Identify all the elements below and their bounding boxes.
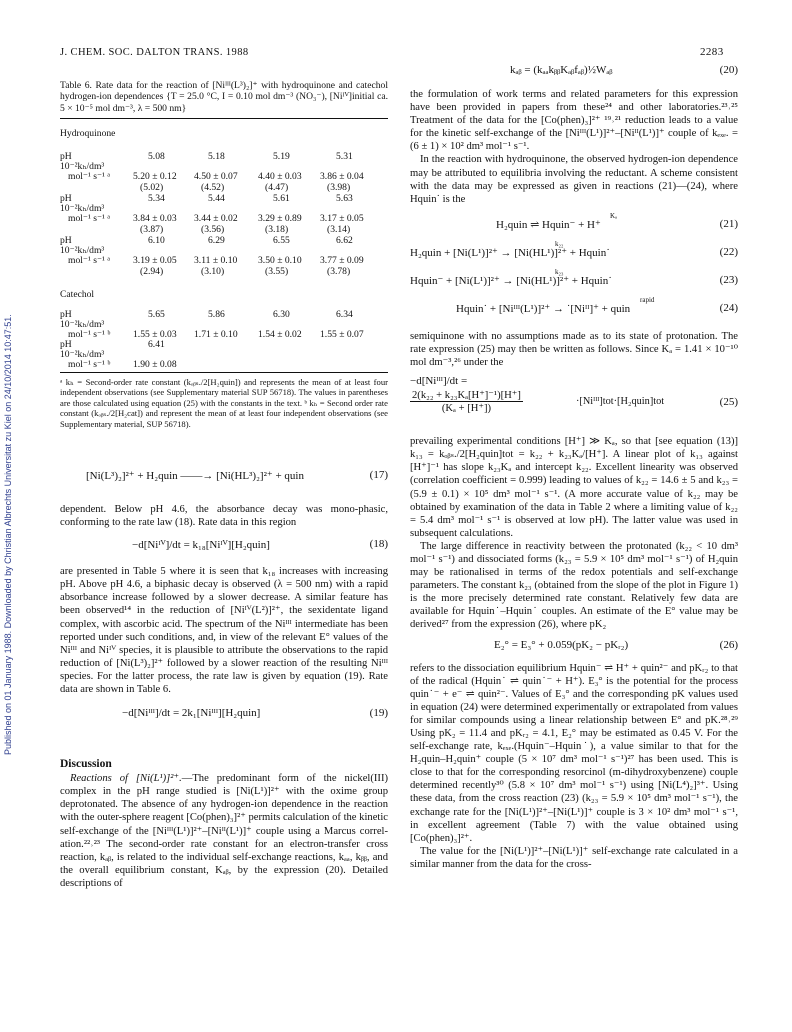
reaction-scheme bbox=[410, 206, 738, 324]
table-cell: 6.41 bbox=[148, 338, 165, 350]
table6-footnote: ᵃ kₕ = Second-order rate constant (kₒᵦₛ./2[H₂quin]) and represents the mean of at least four independent observations (see Supplementary material SUP 56718). The values in parentheses are those calculated using equation (25) with the constants in the text. ᵇ kₕ = Second order rate constant (kₒᵦₛ./2[H₂cat]) and represent the mean of at least four independent observations (see Supplementary material, SUP 56718). bbox=[60, 376, 388, 429]
table-cell: 5.19 bbox=[273, 150, 290, 162]
paragraph-text: —The predominant form of the nickel(III) complex in the pH range studied is [Ni(L¹)]²⁺ with the oxime group deprotonated. The absence of any hydrogen-ion dependence in the reaction with the outer-sphere reagent [Co(phen)₃]²⁺ permits calculation of the kinetic self-exchange of the [Niᴵᴵᴵ(L¹)]²⁺–[Niᴵᴵ(L¹)]⁺ couple using a Marcus correl-ation.²²˒²³ The second-order rate constant for an electron-transfer cross reaction, kₐᵦ, is related to the individual self-exchange reactions, kₐₐ, kᵦᵦ, and the overall equilibrium constant, Kₐᵦ, by the expression (20). Detailed descriptions of bbox=[60, 773, 389, 889]
equation-number: (26) bbox=[719, 638, 738, 651]
table-cell: 5.65 bbox=[148, 308, 165, 320]
table-cell: 3.19 ± 0.05 bbox=[133, 254, 177, 266]
equation-22: H₂quin + [Ni(L¹)]²⁺ → [Ni(HL¹)]²⁺ + Hquin˙ bbox=[410, 246, 610, 259]
kh-label: 10⁻²kₕ/dm³ bbox=[60, 160, 105, 172]
table-cell: 5.08 bbox=[148, 150, 165, 162]
equation-lhs: −d[Niᴵᴵᴵ]/dt = bbox=[410, 375, 468, 388]
equation-18: −d[Niᴵⱽ]/dt = k₁₈[Niᴵⱽ][H₂quin] bbox=[132, 539, 270, 552]
equation-19: −d[Niᴵᴵᴵ]/dt = 2k₁[Niᴵᴵᴵ][H₂quin] bbox=[122, 707, 261, 720]
paragraph: prevailing experimental conditions [H⁺] ≫ Kₐ, so that [see equation (13)] k₁₃ = kₒᵦₛ./2[H₂quin]tot = k₂₂ + k₂₃Kₐ/[H⁺]. A linear plot of k₁₃ against [H⁺]⁻¹ has slope k₂₃Kₐ and intercept k₂₂. Excellent linearity was observed (correlation coefficient = 0.999) leading to values of k₂₂ = 14.6 ± 5 and k₂₃ = (5.9 ± 0.1) × 10⁵ dm³ mol⁻¹ s⁻¹. (A more accurate value of k₂₂ may be obtained by examination of the data in Table 2 where a limiting value of k₂₂ = 5.4 dm³ mol⁻¹ s⁻¹ is observed at low pH). The latter value was used in subsequent calculations. bbox=[410, 436, 738, 539]
kh-unit: mol⁻¹ s⁻¹ ᵃ bbox=[68, 212, 110, 224]
table-cell: 1.71 ± 0.10 bbox=[194, 328, 238, 340]
paragraph: The large difference in reactivity between the protonated (k₂₂ < 10 dm³ mol⁻¹ s⁻¹) and dissociated forms (k₂₃ = 5.9 × 10⁵ dm³ mol⁻¹ s⁻¹) of H₂quin may be rationalised in terms of the redox potentials and self-exchange parameters. The constant k₂₃ (obtained from the slope of the plot in Figure 1) is the more precisely determined rate constant. Relatively few data are available for Hquin˙–Hquin˙ couples. An estimate of the E° value may be derived²⁷ from the expression (26), where pK₂ bbox=[410, 540, 738, 631]
equation-number: (18) bbox=[369, 538, 388, 551]
equation-25 bbox=[410, 373, 738, 435]
table-cell: (3.78) bbox=[327, 265, 351, 277]
left-column bbox=[60, 80, 388, 514]
equation-number: (20) bbox=[719, 64, 738, 76]
table-cell: 3.44 ± 0.02 bbox=[194, 212, 238, 224]
equation-24: Hquin˙ + [Niᴵᴵᴵ(L¹)]²⁺ → ˙[Niᴵᴵ]⁺ + quin bbox=[456, 302, 631, 315]
kh-label: 10⁻²kₕ/dm³ bbox=[60, 202, 105, 214]
fraction-numerator: 2(k₂₂ + k₂₃Kₐ[H⁺]⁻¹)[H⁺] bbox=[412, 390, 521, 402]
hydroquinone-label: Hydroquinone bbox=[60, 127, 116, 139]
table-cell: 3.50 ± 0.10 bbox=[258, 254, 302, 266]
table-cell: (4.47) bbox=[265, 181, 289, 193]
fraction-denominator: (Kₐ + [H⁺]) bbox=[441, 403, 492, 415]
paragraph: The value for the [Ni(L¹)]²⁺–[Ni(L¹)]⁺ self-exchange rate calculated in a similar manner from the data for the cross- bbox=[410, 845, 738, 870]
table-cell: 3.17 ± 0.05 bbox=[320, 212, 364, 224]
paragraph bbox=[60, 772, 388, 890]
table-cell: 5.34 bbox=[148, 192, 165, 204]
table-cell: 3.29 ± 0.89 bbox=[258, 212, 302, 224]
table-cell: 3.77 ± 0.09 bbox=[320, 254, 364, 266]
table-cell: 6.29 bbox=[208, 234, 225, 246]
equation-number: (23) bbox=[719, 273, 738, 286]
equation-number: (22) bbox=[719, 245, 738, 258]
equation-23: Hquin⁻ + [Ni(L¹)]²⁺ → [Ni(HL¹)]²⁺ + Hquin˙ bbox=[410, 274, 612, 287]
paragraph: semiquinone with no assumptions made as to its state of protonation. The rate expression (25) may then be written as follows. Since Kₐ = 1.41 × 10⁻¹⁰ mol dm⁻³,²⁶ under the bbox=[410, 330, 738, 369]
left-text bbox=[60, 466, 388, 890]
table-cell: 5.18 bbox=[208, 150, 225, 162]
paragraph: In the reaction with hydroquinone, the observed hydrogen-ion dependence may be attributed to equilibria involving the reductant. A scheme consistent with the data may be expressed as given in reactions (21)—(24), where Hquin˙ is the bbox=[410, 154, 738, 205]
running-header: J. CHEM. SOC. DALTON TRANS. 1988 bbox=[60, 47, 249, 58]
kh-unit: mol⁻¹ s⁻¹ ᵇ bbox=[68, 358, 111, 370]
equation-rhs: ·[Niᴵᴵᴵ]tot·[H₂quin]tot bbox=[576, 396, 665, 408]
subsection-lead: Reactions of [Ni(L¹)]²⁺. bbox=[70, 773, 182, 785]
kh-label: 10⁻²kₕ/dm³ bbox=[60, 348, 105, 360]
table-cell: (3.18) bbox=[265, 223, 289, 235]
table-cell: 3.84 ± 0.03 bbox=[133, 212, 177, 224]
kh-unit: mol⁻¹ s⁻¹ ᵃ bbox=[68, 170, 110, 182]
table-cell: 6.34 bbox=[336, 308, 353, 320]
table-cell: (3.55) bbox=[265, 265, 289, 277]
arrow-label: k₂₂ bbox=[555, 239, 564, 248]
kh-unit: mol⁻¹ s⁻¹ ᵇ bbox=[68, 328, 111, 340]
table-cell: (3.56) bbox=[201, 223, 225, 235]
paragraph: are presented in Table 5 where it is seen that k₁₈ increases with increasing pH. Above pH 4.6, a biphasic decay is observed (λ = 500 nm) with a rapid absorbance increase followed by a slower decrease. A similar feature has been observed¹⁴ in the reduction of [Niᴵⱽ(L²)]²⁺, the sexidentate ligand complex, with ascorbic acid. The spectrum of the Niᴵᴵᴵ intermediate has been reported under such conditions, and, in view of the relevant E° values of the Niᴵᴵᴵ and Niᴵⱽ species, it is plausible to attribute the observations to the rapid reduction of [Ni(L³)₂]²⁺ followed by a slower reaction of the resulting Niᴵᴵᴵ species. For the latter process, the rate law is given by equation (19). Rate data are shown in Table 6. bbox=[60, 566, 388, 696]
table-cell: (2.94) bbox=[140, 265, 164, 277]
table-cell: 6.30 bbox=[273, 308, 290, 320]
kh-label: 10⁻²kₕ/dm³ bbox=[60, 318, 105, 330]
equation-number: (24) bbox=[719, 301, 738, 314]
table-cell: 1.54 ± 0.02 bbox=[258, 328, 302, 340]
arrow-label: rapid bbox=[640, 295, 655, 304]
equation-20: kₐᵦ = (kₐₐkᵦᵦKₐᵦfₐᵦ)½Wₐᵦ bbox=[510, 64, 613, 76]
equation-17: [Ni(L³)₂]²⁺ + H₂quin ——→ [Ni(HL³)₂]²⁺ + quin bbox=[86, 470, 304, 482]
paragraph: dependent. Below pH 4.6, the absorbance decay was mono-phasic, conforming to the rate law (18). Rate data in this region bbox=[60, 504, 388, 529]
arrow-label: Kₐ bbox=[610, 211, 617, 220]
table-cell: (4.52) bbox=[201, 181, 225, 193]
download-watermark[interactable]: Published on 01 January 1988. Downloaded by Christian Albrechts Universitat zu Kiel on 24/10/2014 10:47:51. bbox=[3, 314, 13, 755]
equation-21: H₂quin ⇌ Hquin⁻ + H⁺ bbox=[496, 218, 601, 231]
table-cell: 6.55 bbox=[273, 234, 290, 246]
table6 bbox=[60, 114, 388, 514]
table-cell: (3.14) bbox=[327, 223, 351, 235]
table-cell: 5.86 bbox=[208, 308, 225, 320]
equation-number: (19) bbox=[369, 707, 388, 720]
table-cell: 3.86 ± 0.04 bbox=[320, 170, 364, 182]
table-cell: 4.50 ± 0.07 bbox=[194, 170, 238, 182]
table-cell: (3.87) bbox=[140, 223, 164, 235]
table-cell: 5.20 ± 0.12 bbox=[133, 170, 177, 182]
equation-fraction bbox=[410, 389, 523, 414]
kh-label: 10⁻²kₕ/dm³ bbox=[60, 244, 105, 256]
table-cell: 3.11 ± 0.10 bbox=[194, 254, 238, 266]
table-cell: 6.62 bbox=[336, 234, 353, 246]
table-cell: (3.98) bbox=[327, 181, 351, 193]
table-cell: 5.61 bbox=[273, 192, 290, 204]
paragraph: refers to the dissociation equilibrium Hquin⁻ ⇌ H⁺ + quin²⁻ and pKᵣ₂ to that of the radical (Hquin˙ ⇌ quin˙⁻ + H⁺). E₃° is the potential for the process quin˙⁻ + e⁻ ⇌ quin²⁻. Values of E₃° and the corresponding pK values used in equation (24) were determined experimentally or extrapolated from values for similar compounds using a linear relationship between E° and pK.²⁸˒²⁹ Using pK₂ = 11.4 and pKᵣ₂ = 4.1, E₂° may be estimated as 0.45 V. For the self-exchange rate, kₑₓₑ.(Hquin⁻–Hquin˙), a value similar to that for the H₂quin–H₂quin⁺ couple (5 × 10⁷ dm³ mol⁻¹ s⁻¹)²⁷ has been used. This is close to that for the corresponding resorcinol (m-dihydroxybenzene) couple determined recently³⁰ (5.8 × 10⁷ dm³ mol⁻¹ s⁻¹) using [Ni(L⁴)₂]³⁺. Using these data, from the cross reaction (23) (k₂₃ = 5.9 × 10⁵ dm³ mol⁻¹ s⁻¹), the exchange rate for the [Ni(L¹)]²⁺–[Ni(L¹)]⁺ couple is 3 × 10² dm³ mol⁻¹ s⁻¹, in excellent agreement (Table 7) with the value obtained using [Co(phen)₃]²⁺. bbox=[410, 662, 738, 844]
table-cell: 6.10 bbox=[148, 234, 165, 246]
table-cell: 1.90 ± 0.08 bbox=[133, 358, 177, 370]
table-cell: (3.10) bbox=[201, 265, 225, 277]
page-number: 2283 bbox=[700, 46, 724, 58]
equation-number: (21) bbox=[719, 217, 738, 230]
equation-number: (17) bbox=[369, 469, 388, 481]
arrow-label: k₂₃ bbox=[555, 267, 564, 276]
table-cell: 4.40 ± 0.03 bbox=[258, 170, 302, 182]
catechol-label: Catechol bbox=[60, 288, 95, 300]
equation-26: E₂° = E₃° + 0.059(pK₂ − pKᵣ₂) bbox=[494, 638, 629, 651]
right-column bbox=[410, 62, 738, 871]
table-cell: 1.55 ± 0.03 bbox=[133, 328, 177, 340]
table-cell: 5.31 bbox=[336, 150, 353, 162]
ph-label: pH bbox=[60, 150, 72, 162]
table-cell: 5.44 bbox=[208, 192, 225, 204]
ph-label: pH bbox=[60, 192, 72, 204]
section-heading: Discussion bbox=[60, 758, 112, 771]
table-cell: (5.02) bbox=[140, 181, 164, 193]
equation-number: (25) bbox=[719, 396, 738, 409]
kh-unit: mol⁻¹ s⁻¹ ᵃ bbox=[68, 254, 110, 266]
table-cell: 5.63 bbox=[336, 192, 353, 204]
table-cell: 1.55 ± 0.07 bbox=[320, 328, 364, 340]
ph-label: pH bbox=[60, 308, 72, 320]
ph-label: pH bbox=[60, 338, 72, 350]
table6-caption: Table 6. Rate data for the reaction of [Niᴵᴵᴵ(L³)₂]⁺ with hydroquinone and catechol hydrogen-ion dependences {T = 25.0 °C, I = 0.10 mol dm⁻³ (NO₃⁻), [Niᴵⱽ]initial ca. 5 × 10⁻⁵ mol dm⁻³, λ = 500 nm} bbox=[60, 80, 388, 114]
paragraph: the formulation of work terms and related parameters for this expression have been provided in papers from these²⁴ and other laboratories.²³˒²⁵ Treatment of the data for the [Co(phen)₃]²⁺ ¹⁹˒²¹ reduction leads to a value for the kinetic self-exchange of the [Niᴵᴵᴵ(L¹)]²⁺–[Niᴵᴵ(L¹)]⁺ couple of kₑₓₑ. = (6 ± 1) × 10² dm³ mol⁻¹ s⁻¹. bbox=[410, 89, 738, 153]
ph-label: pH bbox=[60, 234, 72, 246]
